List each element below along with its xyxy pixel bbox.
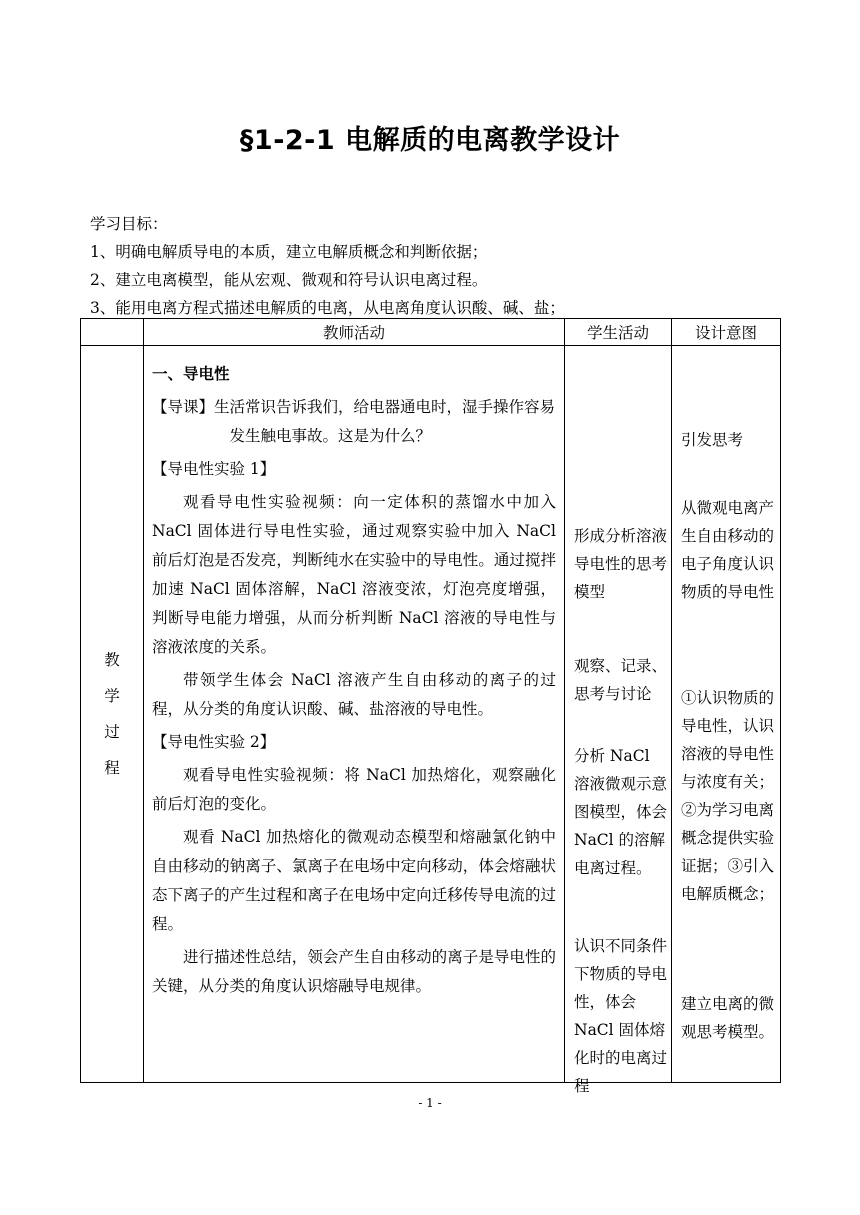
- header-student: 学生活动: [565, 319, 672, 346]
- design-item-4: 建立电离的微观思考模型。: [681, 995, 775, 1041]
- experiment1-paragraph2: 带领学生体会 NaCl 溶液产生自由移动的离子的过程，从分类的角度认识酸、碱、盐溶液的导电性。: [152, 671, 556, 718]
- header-design: 设计意图: [672, 319, 781, 346]
- header-teacher: 教师活动: [144, 319, 565, 346]
- learning-goals: [90, 210, 565, 322]
- student-item-3: 分析 NaCl 溶液微观示意图模型，体会 NaCl 的溶解电离过程。: [574, 747, 668, 877]
- experiment2-paragraph2: 观看 NaCl 加热熔化的微观动态模型和熔融氯化钠中自由移动的钠离子、氯离子在电场中定向移动，体会熔融状态下离子的产生过程和离子在电场中定向迁移传导电流的过程。: [152, 828, 556, 933]
- header-blank: [81, 319, 144, 346]
- student-activity-cell: [565, 346, 672, 1095]
- goals-heading: 学习目标：: [90, 215, 168, 233]
- experiment1-title: 【导电性实验 1】: [152, 460, 276, 478]
- goal-item-2: 2、建立电离模型，能从宏观、微观和符号认识电离过程。: [90, 271, 488, 289]
- experiment2-paragraph1: 观看导电性实验视频：将 NaCl 加热熔化，观察融化前后灯泡的变化。: [152, 766, 556, 813]
- goal-item-3: 3、能用电离方程式描述电解质的电离，从电离角度认识酸、碱、盐；: [90, 299, 565, 317]
- experiment2-title: 【导电性实验 2】: [152, 733, 276, 751]
- student-item-1: 形成分析溶液导电性的思考模型: [574, 527, 668, 601]
- teacher-activity-cell: [144, 346, 565, 1083]
- experiment2-paragraph3: 进行描述性总结，领会产生自由移动的离子是导电性的关键，从分类的角度认识熔融导电规律。: [152, 948, 556, 995]
- student-item-4: 认识不同条件下物质的导电性，体会 NaCl 固体熔化时的电离过程: [574, 937, 668, 1095]
- student-item-2: 观察、记录、思考与讨论: [574, 657, 668, 703]
- experiment1-paragraph1: 观看导电性实验视频：向一定体积的蒸馏水中加入 NaCl 固体进行导电性实验，通过观察实验中加入 NaCl 前后灯泡是否发亮，判断纯水在实验中的导电性。通过搅拌加速 NaCl 固体溶解，NaCl 溶液变浓，灯泡亮度增强，判断导电能力增强，从而分析判断 NaCl 溶液的导电性与溶液浓度的关系。: [152, 493, 556, 656]
- process-label: 教 学 过 程: [81, 346, 144, 1083]
- design-item-2: 从微观电离产生自由移动的电子角度认识物质的导电性: [681, 499, 775, 601]
- design-intent-cell: [672, 346, 781, 1083]
- section-heading: 一、导电性: [152, 365, 230, 383]
- page-number: - 1 -: [418, 1096, 442, 1110]
- document-title: §1-2-1 电解质的电离教学设计: [239, 125, 621, 156]
- intro-paragraph: 【导课】生活常识告诉我们，给电器通电时，湿手操作容易发生触电事故。这是为什么？: [152, 398, 556, 445]
- goal-item-1: 1、明确电解质导电的本质，建立电解质概念和判断依据；: [90, 243, 488, 261]
- design-item-3: ①认识物质的导电性，认识溶液的导电性与浓度有关；②为学习电离概念提供实验证据；③引入电解质概念；: [681, 689, 775, 903]
- lesson-table: [80, 318, 781, 1095]
- design-item-1: 引发思考: [681, 431, 744, 449]
